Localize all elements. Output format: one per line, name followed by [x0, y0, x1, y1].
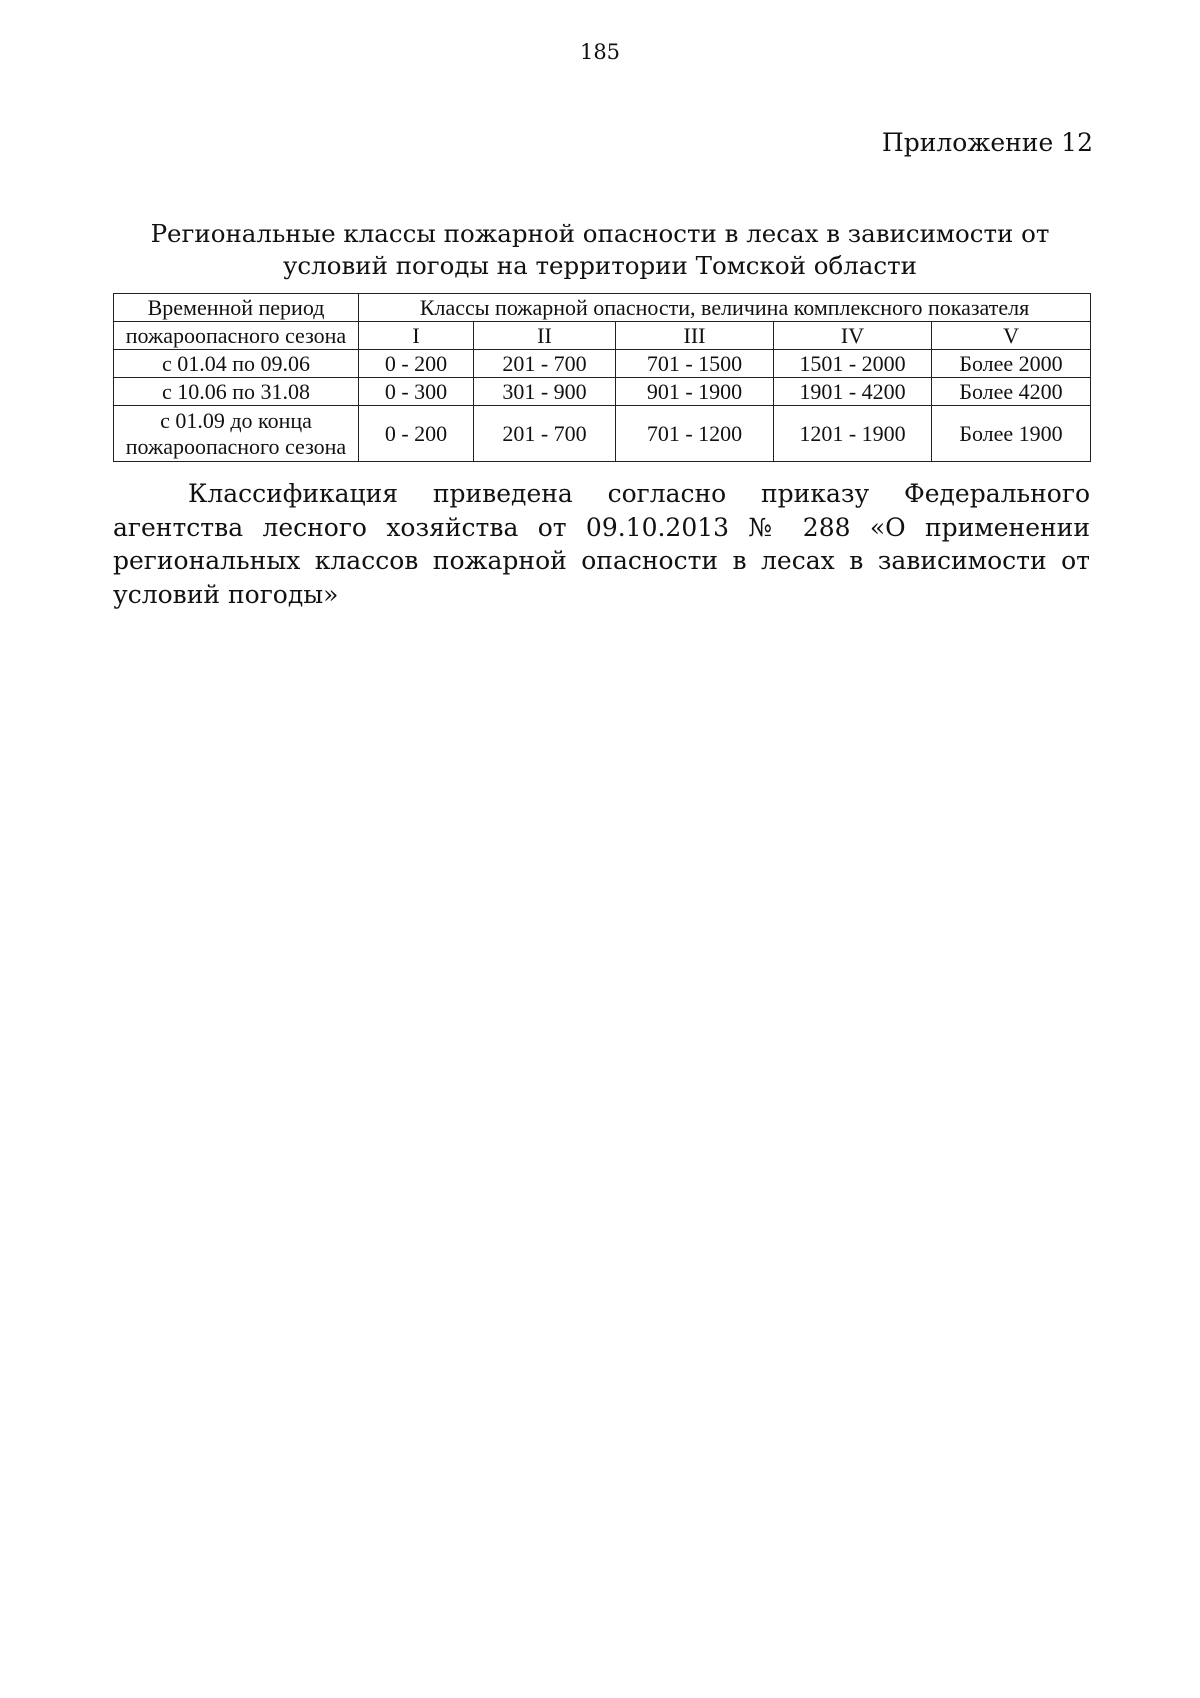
table-row — [114, 378, 1091, 406]
value-cell: 0 - 200 — [359, 406, 474, 462]
table-row — [114, 406, 1091, 462]
period-line-1: с 01.09 до конца — [160, 407, 312, 433]
value-cell: 1901 - 4200 — [774, 378, 932, 406]
title-line-1: Региональные классы пожарной опасности в лесах в зависимости от — [150, 219, 1050, 248]
class-label-5: V — [932, 322, 1091, 350]
value-cell: 901 - 1900 — [616, 378, 774, 406]
title-line-2: условий погоды на территории Томской области — [283, 251, 917, 280]
period-header-line1: Временной период — [114, 294, 359, 322]
value-cell: 201 - 700 — [474, 350, 616, 378]
period-line-2: пожароопасного сезона — [125, 433, 347, 459]
document-title — [150, 218, 1050, 282]
value-cell: Более 2000 — [932, 350, 1091, 378]
classes-header: Классы пожарной опасности, величина комплексного показателя — [359, 294, 1091, 322]
appendix-label: Приложение 12 — [881, 128, 1093, 157]
class-label-2: II — [474, 322, 616, 350]
value-cell: 301 - 900 — [474, 378, 616, 406]
value-cell: Более 4200 — [932, 378, 1091, 406]
table-row — [114, 350, 1091, 378]
value-cell: 0 - 200 — [359, 350, 474, 378]
period-header-line2: пожароопасного сезона — [114, 322, 359, 350]
class-label-3: III — [616, 322, 774, 350]
class-label-1: I — [359, 322, 474, 350]
value-cell: Более 1900 — [932, 406, 1091, 462]
value-cell: 1201 - 1900 — [774, 406, 932, 462]
class-label-4: IV — [774, 322, 932, 350]
value-cell: 1501 - 2000 — [774, 350, 932, 378]
period-cell: с 10.06 по 31.08 — [114, 378, 359, 406]
page-number: 185 — [579, 40, 621, 64]
period-cell — [114, 406, 359, 462]
fire-danger-table — [113, 293, 1091, 462]
value-cell: 0 - 300 — [359, 378, 474, 406]
table-header-row-2 — [114, 322, 1091, 350]
period-cell: с 01.04 по 09.06 — [114, 350, 359, 378]
value-cell: 201 - 700 — [474, 406, 616, 462]
value-cell: 701 - 1200 — [616, 406, 774, 462]
table-header-row-1 — [114, 294, 1091, 322]
classification-note: Классификация приведена согласно приказу Федерального агентства лесного хозяйства от 09.10.2013 № 288 «О применении региональных классов пожарной опасности в лесах в зависимости от условий погоды» — [113, 479, 1090, 609]
value-cell: 701 - 1500 — [616, 350, 774, 378]
